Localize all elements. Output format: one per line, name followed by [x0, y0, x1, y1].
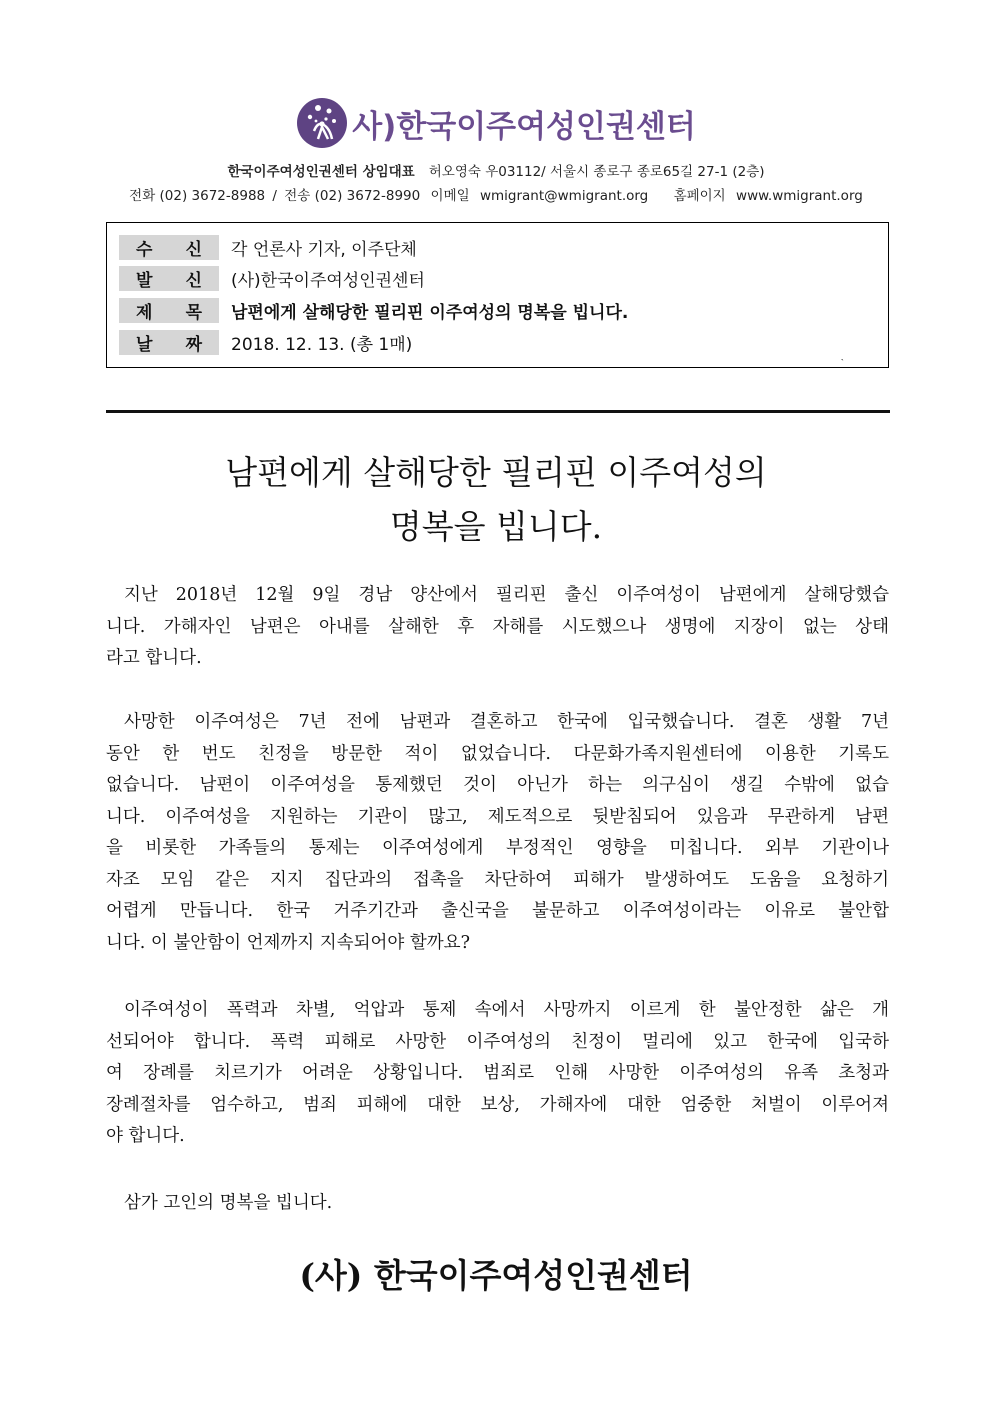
- paragraph-line: 선되어야 합니다. 폭력 피해로 사망한 이주여성의 친정이 멀리에 있고 한국에 입국하: [106, 1031, 889, 1052]
- paragraph-line: 니다. 이주여성을 지원하는 기관이 많고, 제도적으로 뒷받침되어 있음과 무관하게 남편: [106, 806, 889, 827]
- press-release-header: [106, 222, 889, 368]
- header-value: (사)한국이주여성인권센터: [231, 271, 425, 291]
- contact-line-1: [0, 160, 992, 180]
- paragraph-line: 이주여성이 폭력과 차별, 억압과 통제 속에서 사망까지 이르게 한 불안정한 삶은 개: [124, 1000, 889, 1020]
- title-line-2: 명복을 빕니다.: [389, 507, 603, 546]
- org-representative: 한국이주여성인권센터 상임대표: [227, 164, 415, 180]
- header-value: 2018. 12. 13. (총 1매): [231, 335, 413, 355]
- paragraph-line: 니다. 이 불안함이 언제까지 지속되어야 할까요?: [106, 932, 470, 953]
- fax: 전송 (02) 3672-8990: [284, 188, 421, 204]
- paragraph-line: 어렵게 만듭니다. 한국 거주기간과 출신국을 불문하고 이주여성이라는 이유로 불안합: [106, 901, 889, 921]
- title-line-1: 남편에게 살해당한 필리핀 이주여성의: [225, 453, 767, 492]
- header-row-subject: [119, 297, 628, 324]
- paragraph-line: 니다. 가해자인 남편은 아내를 살해한 후 자해를 시도했으나 생명에 지장이 없는 상태: [106, 616, 889, 637]
- header-row-sender: [119, 265, 425, 292]
- paragraph-line: 동안 한 번도 친정을 방문한 적이 없었습니다. 다문화가족지원센터에 이용한 기록도: [106, 743, 889, 764]
- email-label: 이메일: [430, 188, 470, 204]
- paragraph-line: 장례절차를 엄수하고, 범죄 피해에 대한 보상, 가해자에 대한 엄중한 처벌이 이루어져: [106, 1094, 889, 1115]
- header-label: 수 신: [119, 235, 219, 260]
- contact-line-2: 전화 (02) 3672-8988 / 전송 (02) 3672-8990 이메일 wmigrant@wmigrant.org 홈페이지 www.wmigrant.org: [129, 188, 863, 204]
- corner-mark: ˏ: [840, 350, 844, 361]
- header-label: 제 목: [119, 298, 219, 323]
- dancing-figures-emblem-icon: [296, 97, 348, 149]
- paragraph-line: 을 비롯한 가족들의 통제는 이주여성에게 부정적인 영향을 미칩니다. 외부 기관이나: [106, 838, 889, 858]
- paragraph-line: 자조 모임 같은 지지 집단과의 접촉을 차단하여 피해가 발생하여도 도움을 요청하기: [106, 869, 889, 890]
- header-row-date: [119, 329, 412, 356]
- paragraph-line: 여 장례를 치르기가 어려운 상황입니다. 범죄로 인해 사망한 이주여성의 유족 초청과: [106, 1063, 889, 1083]
- paragraph-line: 야 합니다.: [106, 1126, 185, 1146]
- paragraph-line: 삼가 고인의 명복을 빕니다.: [124, 1193, 333, 1213]
- signature-organization: (사) 한국이주여성인권센터: [299, 1256, 693, 1295]
- paragraph-1: [106, 580, 889, 675]
- organization-logo: [0, 97, 992, 149]
- page-title: [0, 446, 992, 554]
- paragraph-line: 사망한 이주여성은 7년 전에 남편과 결혼하고 한국에 입국했습니다. 결혼 생활 7년: [124, 712, 889, 732]
- address: 허오영숙 우03112/ 서울시 종로구 종로65길 27-1 (2층): [428, 164, 765, 180]
- header-row-recipient: [119, 234, 417, 261]
- homepage-label: 홈페이지: [673, 188, 726, 204]
- paragraph-line: 없습니다. 남편이 이주여성을 통제했던 것이 아닌가 하는 의구심이 생길 수밖에 없습: [106, 775, 889, 795]
- header-value: 남편에게 살해당한 필리핀 이주여성의 명복을 빕니다.: [231, 303, 629, 323]
- paragraph-line: 지난 2018년 12월 9일 경남 양산에서 필리핀 출신 이주여성이 남편에게 살해당했습: [124, 585, 889, 605]
- homepage-link[interactable]: www.wmigrant.org: [736, 188, 863, 204]
- paragraph-2: [106, 707, 889, 959]
- email-link[interactable]: wmigrant@wmigrant.org: [479, 188, 649, 204]
- header-label: 발 신: [119, 266, 219, 291]
- phone: 전화 (02) 3672-8988: [129, 188, 266, 204]
- paragraph-3: [106, 995, 889, 1153]
- header-label: 날 짜: [119, 330, 219, 355]
- header-value: 각 언론사 기자, 이주단체: [231, 240, 417, 260]
- logo-text: 사)한국이주여성인권센터: [352, 108, 696, 145]
- paragraph-4: [106, 1188, 889, 1220]
- paragraph-line: 라고 합니다.: [106, 648, 202, 668]
- divider: [106, 410, 890, 413]
